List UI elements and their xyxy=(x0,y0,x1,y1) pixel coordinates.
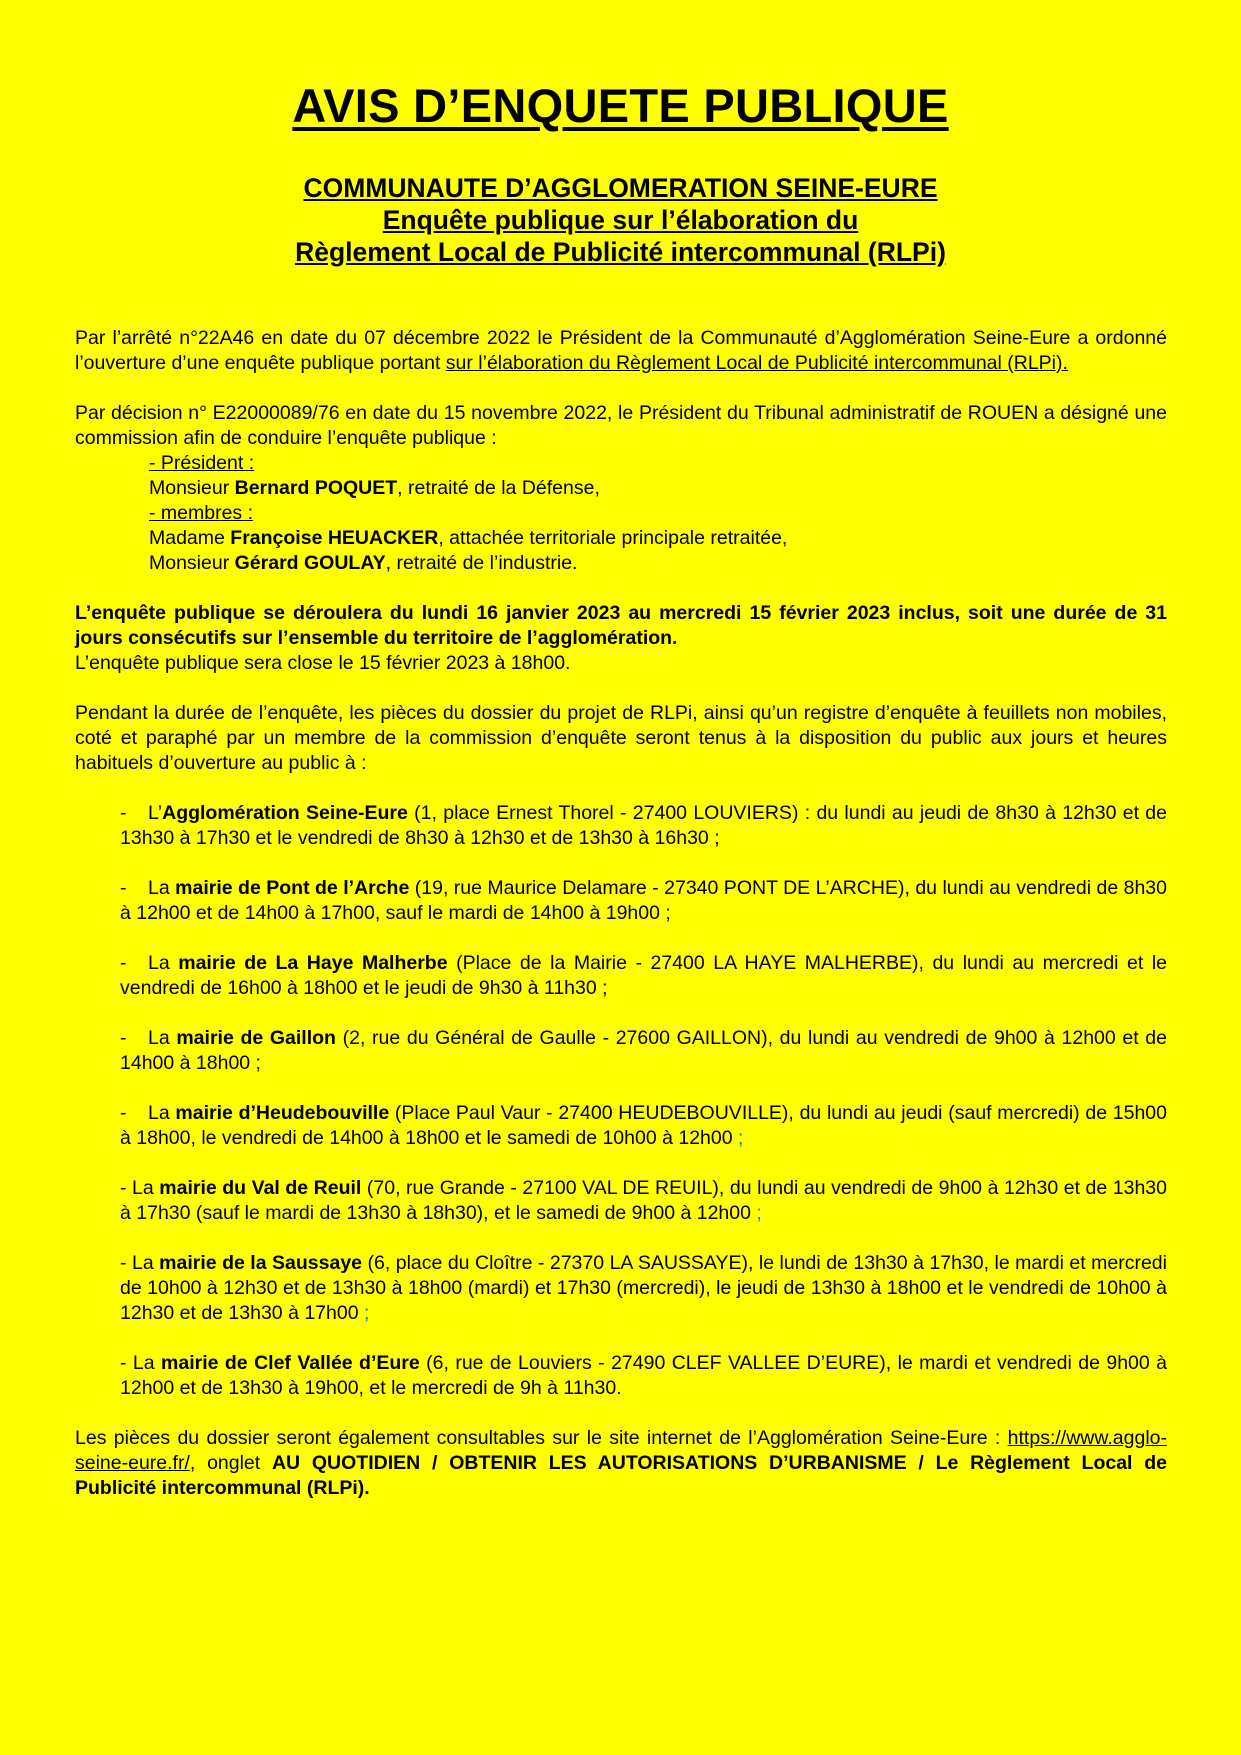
member-role: , attachée territoriale principale retraitée, xyxy=(438,527,788,549)
subtitle-rlpi: Règlement Local de Publicité intercommunal (RLPi) xyxy=(295,237,946,267)
location-name: mairie de Gaillon xyxy=(176,1027,336,1049)
location-entry xyxy=(120,876,1167,926)
location-name: mairie de la Saussaye xyxy=(159,1252,363,1274)
menu-path-urbanisme: OBTENIR LES AUTORISATIONS D’URBANISME xyxy=(449,1452,907,1474)
location-end: ; xyxy=(756,1202,762,1224)
member-prefix: Madame xyxy=(149,527,231,549)
menu-path-quotidien: AU QUOTIDIEN xyxy=(271,1452,421,1474)
location-details: (1, place Ernest Thorel - 27400 LOUVIERS) : du lundi au jeudi de 8h30 à 12h30 et de 13h30 à 17h30 et le vendredi de 8h30 à 12h30 et de 13h30 à 16h30 ; xyxy=(120,802,1167,849)
location-entry xyxy=(120,801,1167,851)
member-prefix: Monsieur xyxy=(149,552,235,574)
website-link[interactable]: https://www.agglo-seine-eure.fr/ xyxy=(75,1427,1167,1474)
location-details: (6, rue de Louviers - 27490 CLEF VALLEE D’EURE), le mardi et vendredi de 9h00 à 12h00 et de 13h30 à 19h00, et le mercredi de 9h à 11h30. xyxy=(120,1352,1167,1399)
page-title: AVIS D’ENQUETE PUBLIQUE xyxy=(292,79,949,132)
president-name: Bernard POQUET xyxy=(234,477,398,499)
decision-text: Par décision n° E22000089/76 en date du 15 novembre 2022, le Président du Tribunal administratif de ROUEN a désigné une commission afin de conduire l’enquête publique : xyxy=(75,402,1167,449)
website-paragraph xyxy=(75,1426,1167,1501)
list-dash: - xyxy=(120,1027,127,1049)
location-end: ; xyxy=(738,1127,744,1149)
dates-paragraph xyxy=(75,601,1167,676)
member-role: , retraité de l’industrie. xyxy=(385,552,578,574)
subtitle-block xyxy=(0,172,1241,268)
location-entry xyxy=(120,1251,1167,1326)
location-name: mairie du Val de Reuil xyxy=(159,1177,362,1199)
list-dash: - xyxy=(120,1252,132,1274)
location-prefix: L’ xyxy=(148,802,163,824)
location-name: Agglomération Seine-Eure xyxy=(162,802,408,824)
location-details: (Place de la Mairie - 27400 LA HAYE MALHERBE), du lundi au mercredi et le vendredi de 16h00 à 18h00 et le jeudi de 9h30 à 11h30 ; xyxy=(120,952,1167,999)
location-prefix: La xyxy=(132,1177,160,1199)
location-details: (6, place du Cloître - 27370 LA SAUSSAYE), le lundi de 13h30 à 17h30, le mardi et mercredi de 10h00 à 12h30 et de 13h30 à 18h00 (mardi) et 17h30 (mercredi), le jeudi de 13h30 à 18h00 et le vendredi de 10h00 à 12h30 et de 13h30 à 17h00 xyxy=(120,1252,1167,1324)
list-dash: - xyxy=(120,1177,133,1199)
intro-underlined: sur l’élaboration du Règlement Local de Publicité intercommunal (RLPi). xyxy=(445,352,1068,374)
location-prefix: La xyxy=(148,1102,176,1124)
location-prefix: La xyxy=(131,1252,160,1274)
list-dash: - xyxy=(120,802,127,824)
notice-body xyxy=(75,326,1167,1526)
menu-path-rlpi: Le Règlement Local de Publicité intercommunal (RLPi). xyxy=(75,1452,1167,1499)
member-name: Gérard GOULAY xyxy=(234,552,386,574)
location-name: mairie de Clef Vallée d’Eure xyxy=(161,1352,420,1374)
location-details: (2, rue du Général de Gaulle - 27600 GAILLON), du lundi au vendredi de 9h00 à 12h00 et de 14h00 à 18h00 ; xyxy=(120,1027,1167,1074)
location-end: ; xyxy=(363,1302,370,1324)
availability-paragraph: Pendant la durée de l’enquête, les pièces du dossier du projet de RLPi, ainsi qu’un registre d’enquête à feuillets non mobiles, coté et paraphé par un membre de la commission d’enquête seront tenus à la disposition du public aux jours et heures habituels d’ouverture au public à : xyxy=(75,702,1167,774)
menu-path-separator: / xyxy=(420,1452,450,1474)
member-line xyxy=(149,551,1167,576)
close-date: L’enquête publique sera close le 15 février 2023 à 18h00. xyxy=(75,652,571,674)
menu-path-separator: / xyxy=(906,1452,936,1474)
location-prefix: La xyxy=(132,1352,162,1374)
list-dash: - xyxy=(120,952,127,974)
subtitle-organization: COMMUNAUTE D’AGGLOMERATION SEINE-EURE xyxy=(303,173,938,203)
locations-list xyxy=(75,801,1167,1401)
location-entry xyxy=(120,1176,1167,1226)
president-label: - Président : xyxy=(149,452,255,474)
location-details: (Place Paul Vaur - 27400 HEUDEBOUVILLE), du lundi au jeudi (sauf mercredi) de 15h00 à 18h00, le vendredi de 14h00 à 18h00 et le samedi de 10h00 à 12h00 xyxy=(120,1102,1167,1149)
location-entry xyxy=(120,1101,1167,1151)
website-separator: , onglet xyxy=(189,1452,272,1474)
president-prefix: Monsieur xyxy=(149,477,235,499)
location-entry xyxy=(120,1351,1167,1401)
list-dash: - xyxy=(120,1352,133,1374)
list-dash: - xyxy=(120,1102,127,1124)
president-role: , retraité de la Défense, xyxy=(397,477,600,499)
subtitle-subject: Enquête publique sur l’élaboration du xyxy=(382,205,859,235)
decision-paragraph xyxy=(75,401,1167,576)
commission-list xyxy=(75,451,1167,576)
location-entry xyxy=(120,951,1167,1001)
member-name: Françoise HEUACKER xyxy=(230,527,439,549)
location-prefix: La xyxy=(148,1027,177,1049)
president-line xyxy=(149,476,1167,501)
location-prefix: La xyxy=(148,952,179,974)
dates-bold: L’enquête publique se déroulera du lundi 16 janvier 2023 au mercredi 15 février 2023 inclus, soit une durée de 31 jours consécutifs sur l’ensemble du territoire de l’agglomération. xyxy=(75,602,1167,649)
member-line xyxy=(149,526,1167,551)
website-text: Les pièces du dossier seront également consultables sur le site internet de l’Agglomération Seine-Eure : xyxy=(75,1427,1008,1449)
location-entry xyxy=(120,1026,1167,1076)
location-details: (70, rue Grande - 27100 VAL DE REUIL), du lundi au vendredi de 9h00 à 12h30 et de 13h30 à 17h30 (sauf le mardi de 13h30 à 18h30), et le samedi de 9h00 à 12h00 xyxy=(120,1177,1167,1224)
list-dash: - xyxy=(120,877,127,899)
location-name: mairie de La Haye Malherbe xyxy=(178,952,448,974)
location-name: mairie de Pont de l’Arche xyxy=(175,877,410,899)
location-prefix: La xyxy=(148,877,176,899)
location-name: mairie d’Heudebouville xyxy=(175,1102,390,1124)
location-details: (19, rue Maurice Delamare - 27340 PONT DE L’ARCHE), du lundi au vendredi de 8h30 à 12h00 et de 14h00 à 17h00, sauf le mardi de 14h00 à 19h00 ; xyxy=(120,877,1167,924)
members-label: - membres : xyxy=(149,502,254,524)
intro-paragraph xyxy=(75,326,1167,376)
intro-text: Par l’arrêté n°22A46 en date du 07 décembre 2022 le Président de la Communauté d’Agglomération Seine-Eure a ordonné l’ouverture d’une enquête publique portant xyxy=(75,327,1167,374)
